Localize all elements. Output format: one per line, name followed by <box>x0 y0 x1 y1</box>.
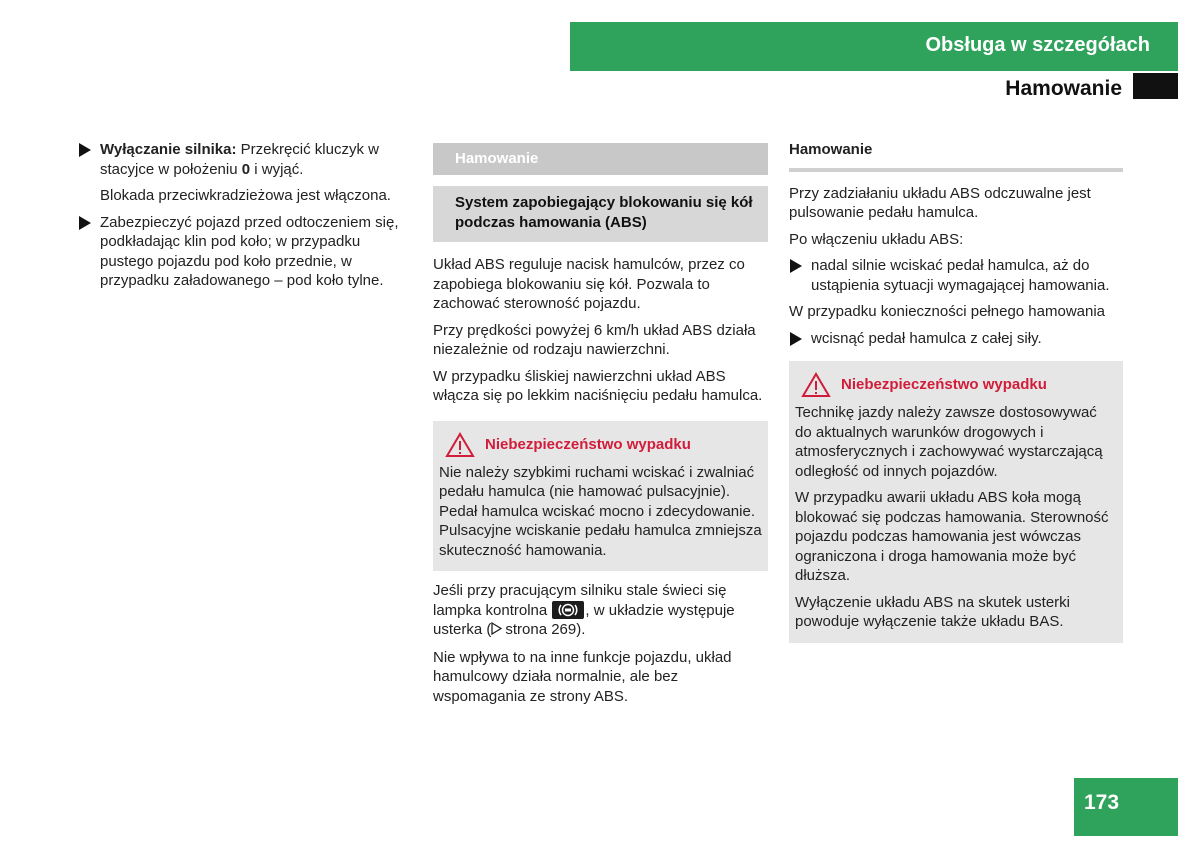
column-middle <box>433 140 768 713</box>
paragraph: Przy prędkości powyżej 6 km/h układ ABS działa niezależnie od rodzaju nawierzchni. <box>433 321 756 358</box>
warning-triangle-icon <box>445 432 475 458</box>
paragraph: Blokada przeciwkradzieżowa jest włączona. <box>100 187 391 204</box>
lamp-text-pre: Jeśli przy pracującym silniku stale świeci się lampka kontrolna <box>433 582 727 619</box>
warning-title: Niebezpieczeństwo wypadku <box>841 376 1047 394</box>
warning-text: Nie należy szybkimi ruchami wciskać i zwalniać pedału hamulca (nie hamować pulsacyjnie). Pedał hamulca wciskać mocno i zdecydowanie. Pulsacyjne wciskanie pedału hamulca zmniejsza skuteczność hamowania. <box>439 463 762 559</box>
subsection-heading: System zapobiegający blokowaniu się kół podczas hamowania (ABS) <box>433 186 768 242</box>
bullet-text: nadal silnie wciskać pedał hamulca, aż do ustąpienia sytuacji wymagającej hamowania. <box>811 257 1110 294</box>
bullet-item <box>789 329 1123 349</box>
warning-text: Wyłączenie układu ABS na skutek usterki powoduje wyłączenie także układu BAS. <box>795 593 1071 630</box>
paragraph: Nie wpływa to na inne funkcje pojazdu, układ hamulcowy działa normalnie, ale bez wspomagania ze strony ABS. <box>433 648 732 705</box>
bullet-triangle-icon <box>79 216 91 230</box>
warning-box <box>433 421 768 572</box>
key-position: 0 <box>241 160 251 178</box>
page-number: 173 <box>1074 778 1178 836</box>
bullet-item <box>789 256 1123 295</box>
subsection-title: Hamowanie <box>1005 77 1122 100</box>
section-header-bar <box>570 22 1178 71</box>
warning-title: Niebezpieczeństwo wypadku <box>485 435 691 453</box>
warning-text: Technikę jazdy należy zawsze dostosowywać do aktualnych warunków drogowych i atmosferycznych i zachowywać wystarczającą odległość od innych pojazdów. <box>795 404 1103 480</box>
paragraph: Po włączeniu układu ABS: <box>789 230 964 248</box>
section-heading: Hamowanie <box>433 143 768 175</box>
page-ref-icon <box>491 621 502 641</box>
paragraph: Układ ABS reguluje nacisk hamulców, przez co zapobiega blokowaniu się kół. Pozwala to zachować sterowność pojazdu. <box>433 256 745 312</box>
section-heading: Hamowanie <box>789 140 1123 172</box>
warning-text: W przypadku awarii układu ABS koła mogą blokować się podczas hamowania. Sterowność pojazdu podczas hamowania jest wówczas ograniczona i droga hamowania może być dłuższa. <box>795 489 1109 584</box>
lamp-text-mid: , w układzie występuje usterka ( <box>433 601 735 638</box>
bullet-triangle-icon <box>790 259 802 273</box>
column-right <box>789 140 1123 653</box>
paragraph-lamp <box>433 581 768 641</box>
warning-title-row <box>439 429 762 461</box>
paragraph: Przy zadziałaniu układu ABS odczuwalne jest pulsowanie pedału hamulca. <box>789 184 1091 221</box>
column-left <box>78 140 413 298</box>
bullet-item <box>78 140 413 179</box>
warning-title-row <box>795 369 1117 401</box>
paragraph: W przypadku śliskiej nawierzchni układ ABS włącza się po lekkim naciśnięciu pedału hamulca. <box>433 367 763 404</box>
bullet-item <box>78 213 413 291</box>
lamp-text-post: ). <box>576 621 586 638</box>
warning-triangle-icon <box>801 372 831 398</box>
bullet-text: Zabezpieczyć pojazd przed odtoczeniem się, podkładając klin pod koło; w przypadku pustego pojazdu pod koło przednie, w przypadku załadowanego – pod koło tylne. <box>100 213 399 289</box>
bullet-text: wcisnąć pedał hamulca z całej siły. <box>811 329 1042 347</box>
section-title: Obsługa w szczegółach <box>925 34 1150 56</box>
bullet-text-end: i wyjąć. <box>250 160 304 178</box>
bullet-lead: Wyłączanie silnika: <box>100 141 237 158</box>
paragraph: W przypadku konieczności pełnego hamowania <box>789 303 1106 320</box>
bullet-triangle-icon <box>790 332 802 346</box>
page-reference-link[interactable]: strona 269 <box>505 621 577 638</box>
bullet-text: Przekręcić kluczyk w stacyjce w położeniu <box>100 141 379 178</box>
abs-warning-lamp-icon <box>552 601 584 619</box>
bullet-triangle-icon <box>79 143 91 157</box>
warning-box <box>789 361 1123 643</box>
subsection-marker <box>1133 73 1178 99</box>
